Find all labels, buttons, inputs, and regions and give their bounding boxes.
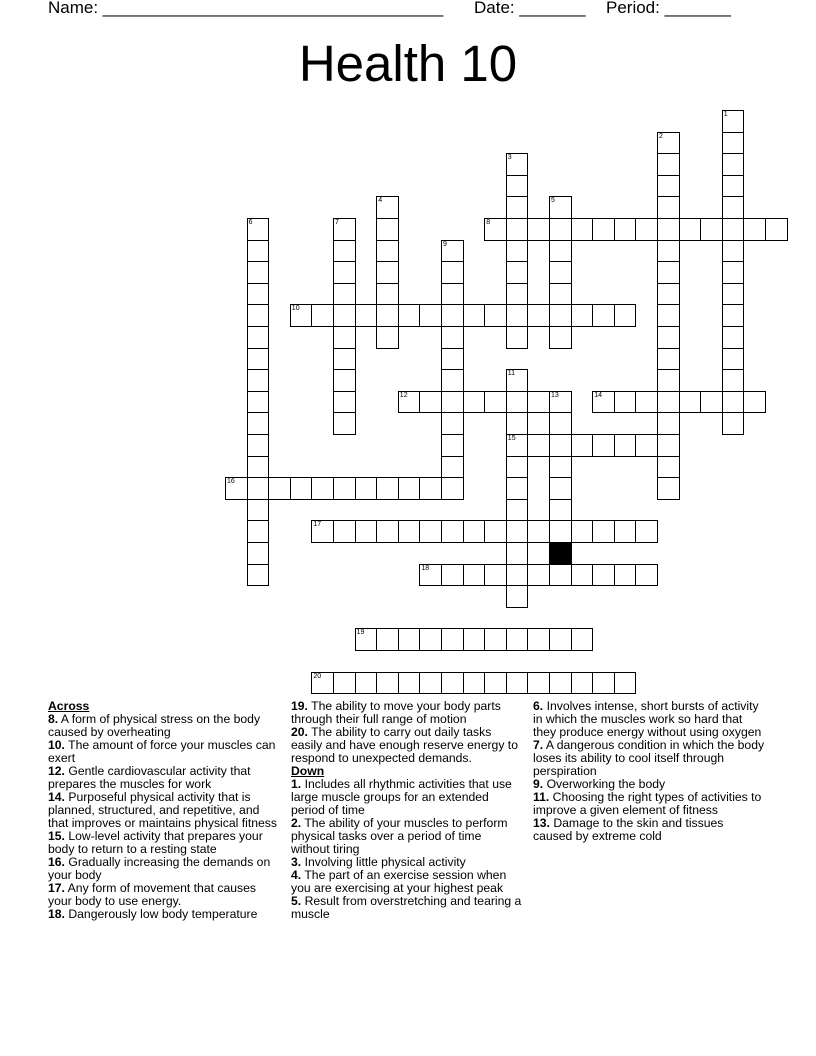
grid-cell[interactable] xyxy=(463,391,486,414)
grid-cell[interactable] xyxy=(441,628,464,651)
grid-cell[interactable] xyxy=(333,412,356,435)
grid-cell[interactable] xyxy=(333,304,356,327)
grid-cell[interactable] xyxy=(506,672,529,695)
clue-across-16: 16. Gradually increasing the demands on your body xyxy=(48,855,271,882)
grid-cell[interactable] xyxy=(441,391,464,414)
grid-cell[interactable] xyxy=(506,412,529,435)
grid-cell[interactable] xyxy=(398,628,421,651)
grid-cell[interactable] xyxy=(355,477,378,500)
grid-cell[interactable] xyxy=(657,240,680,263)
clue-across-20: 20. The ability to carry out daily tasks easily and have enough reserve energy to respond to unexpected demands. xyxy=(291,725,518,765)
grid-cell[interactable] xyxy=(506,153,529,176)
grid-cell[interactable] xyxy=(571,520,594,543)
grid-cell[interactable] xyxy=(743,218,766,241)
grid-cell[interactable] xyxy=(549,672,572,695)
grid-cell[interactable] xyxy=(657,348,680,371)
grid-cell[interactable] xyxy=(506,542,529,565)
grid-cell[interactable] xyxy=(722,412,745,435)
grid-cell[interactable] xyxy=(722,153,745,176)
clue-number-20: 20 xyxy=(313,672,322,680)
grid-cell[interactable] xyxy=(463,520,486,543)
clue-down-6: 6. Involves intense, short bursts of activity in which the muscles work so hard that they produce energy without using oxygen xyxy=(533,699,762,739)
clue-down-7: 7. A dangerous condition in which the body loses its ability to cool itself through perspiration xyxy=(533,738,765,778)
clue-number-19: 19 xyxy=(356,629,365,637)
grid-cell[interactable] xyxy=(765,218,788,241)
name-field[interactable]: Name: ____________________________________ xyxy=(48,0,444,17)
clues-column-2 xyxy=(291,700,523,921)
clue-number-10: 10 xyxy=(291,305,300,313)
grid-cell[interactable] xyxy=(376,240,399,263)
grid-cell[interactable] xyxy=(506,585,529,608)
grid-cell[interactable] xyxy=(614,520,637,543)
grid-cell[interactable] xyxy=(722,196,745,219)
grid-cell[interactable] xyxy=(549,261,572,284)
grid-cell[interactable] xyxy=(484,304,507,327)
clue-number-3: 3 xyxy=(507,154,512,162)
grid-cell[interactable] xyxy=(247,499,270,522)
grid-cell[interactable] xyxy=(722,391,745,414)
grid-cell[interactable] xyxy=(506,628,529,651)
grid-cell[interactable] xyxy=(247,456,270,479)
grid-cell[interactable] xyxy=(722,240,745,263)
grid-cell[interactable] xyxy=(549,477,572,500)
grid-cell[interactable] xyxy=(247,412,270,435)
clue-down-1: 1. Includes all rhythmic activities that use large muscle groups for an extended period of time xyxy=(291,777,512,817)
grid-cell[interactable] xyxy=(549,564,572,587)
grid-cell[interactable] xyxy=(247,261,270,284)
grid-cell[interactable] xyxy=(527,564,550,587)
grid-cell[interactable] xyxy=(484,628,507,651)
grid-cell[interactable] xyxy=(311,304,334,327)
grid-cell[interactable] xyxy=(614,218,637,241)
grid-cell[interactable] xyxy=(441,520,464,543)
grid-cell[interactable] xyxy=(506,520,529,543)
grid-cell[interactable] xyxy=(247,434,270,457)
grid-cell[interactable] xyxy=(549,326,572,349)
grid-cell[interactable] xyxy=(247,348,270,371)
clue-across-17: 17. Any form of movement that causes your body to use energy. xyxy=(48,881,256,908)
grid-cell[interactable] xyxy=(527,391,550,414)
grid-cell[interactable] xyxy=(441,304,464,327)
grid-cell[interactable] xyxy=(419,672,442,695)
grid-cell[interactable] xyxy=(441,412,464,435)
grid-cell[interactable] xyxy=(484,520,507,543)
grid-cell[interactable] xyxy=(657,434,680,457)
grid-cell[interactable] xyxy=(463,628,486,651)
grid-cell[interactable] xyxy=(571,218,594,241)
grid-cell[interactable] xyxy=(549,196,572,219)
grid-cell[interactable] xyxy=(247,564,270,587)
grid-cell[interactable] xyxy=(527,520,550,543)
grid-cell[interactable] xyxy=(657,175,680,198)
grid-cell[interactable] xyxy=(247,542,270,565)
grid-cell[interactable] xyxy=(398,304,421,327)
clue-down-9: 9. Overworking the body xyxy=(533,777,666,791)
grid-cell[interactable] xyxy=(355,304,378,327)
grid-cell[interactable] xyxy=(657,132,680,155)
clue-number-15: 15 xyxy=(507,435,516,442)
grid-cell[interactable] xyxy=(247,240,270,263)
grid-cell[interactable] xyxy=(635,434,658,457)
grid-cell[interactable] xyxy=(376,477,399,500)
clue-down-5: 5. Result from overstretching and tearing a muscle xyxy=(291,894,522,921)
grid-cell[interactable] xyxy=(549,434,572,457)
grid-cell[interactable] xyxy=(333,369,356,392)
grid-cell[interactable] xyxy=(571,564,594,587)
clue-number-4: 4 xyxy=(378,197,383,205)
grid-cell[interactable] xyxy=(311,477,334,500)
grid-cell[interactable] xyxy=(398,391,421,414)
grid-cell[interactable] xyxy=(549,218,572,241)
grid-cell[interactable] xyxy=(419,477,442,500)
grid-cell[interactable] xyxy=(614,672,637,695)
black-cell xyxy=(549,542,572,565)
grid-cell[interactable] xyxy=(355,628,378,651)
grid-cell[interactable] xyxy=(419,391,442,414)
clue-across-12: 12. Gentle cardiovascular activity that prepares the muscles for work xyxy=(48,764,251,791)
grid-cell[interactable] xyxy=(527,628,550,651)
grid-cell[interactable] xyxy=(506,434,529,457)
grid-cell[interactable] xyxy=(657,304,680,327)
grid-cell[interactable] xyxy=(376,283,399,306)
grid-cell[interactable] xyxy=(571,304,594,327)
grid-cell[interactable] xyxy=(441,456,464,479)
grid-cell[interactable] xyxy=(441,369,464,392)
grid-cell[interactable] xyxy=(333,240,356,263)
grid-cell[interactable] xyxy=(333,326,356,349)
clue-across-19: 19. The ability to move your body parts through their full range of motion xyxy=(291,699,501,726)
grid-cell[interactable] xyxy=(247,304,270,327)
grid-cell[interactable] xyxy=(398,672,421,695)
grid-cell[interactable] xyxy=(506,304,529,327)
grid-cell[interactable] xyxy=(247,218,270,241)
grid-cell[interactable] xyxy=(549,499,572,522)
grid-cell[interactable] xyxy=(333,391,356,414)
grid-cell[interactable] xyxy=(484,391,507,414)
clue-number-14: 14 xyxy=(594,391,602,399)
grid-cell[interactable] xyxy=(506,456,529,479)
puzzle-title: Health 10 xyxy=(298,35,518,92)
grid-cell[interactable] xyxy=(333,672,356,695)
clue-number-2: 2 xyxy=(659,132,663,140)
grid-cell[interactable] xyxy=(506,369,529,392)
grid-cell[interactable] xyxy=(592,672,615,695)
clue-number-9: 9 xyxy=(443,240,447,248)
grid-cell[interactable] xyxy=(441,434,464,457)
grid-cell[interactable] xyxy=(441,564,464,587)
clue-number-13: 13 xyxy=(551,391,559,399)
grid-cell[interactable] xyxy=(571,434,594,457)
grid-cell[interactable] xyxy=(247,326,270,349)
grid-cell[interactable] xyxy=(614,564,637,587)
grid-cell[interactable] xyxy=(722,110,745,133)
grid-cell[interactable] xyxy=(441,283,464,306)
grid-cell[interactable] xyxy=(635,564,658,587)
grid-cell[interactable] xyxy=(506,283,529,306)
date-field[interactable]: Date: _______ xyxy=(474,0,586,17)
grid-cell[interactable] xyxy=(722,175,745,198)
grid-cell[interactable] xyxy=(592,434,615,457)
grid-cell[interactable] xyxy=(441,348,464,371)
grid-cell[interactable] xyxy=(549,520,572,543)
grid-cell[interactable] xyxy=(247,477,270,500)
grid-cell[interactable] xyxy=(549,304,572,327)
grid-cell[interactable] xyxy=(722,304,745,327)
grid-cell[interactable] xyxy=(592,218,615,241)
grid-cell[interactable] xyxy=(376,672,399,695)
grid-cell[interactable] xyxy=(722,283,745,306)
grid-cell[interactable] xyxy=(355,520,378,543)
grid-cell[interactable] xyxy=(333,477,356,500)
grid-cell[interactable] xyxy=(376,218,399,241)
clue-number-18: 18 xyxy=(421,564,430,572)
grid-cell[interactable] xyxy=(376,326,399,349)
grid-cell[interactable] xyxy=(333,261,356,284)
grid-cell[interactable] xyxy=(571,672,594,695)
grid-cell[interactable] xyxy=(225,477,248,500)
grid-cell[interactable] xyxy=(419,628,442,651)
grid-cell[interactable] xyxy=(657,153,680,176)
grid-cell[interactable] xyxy=(376,304,399,327)
grid-cell[interactable] xyxy=(441,240,464,263)
grid-cell[interactable] xyxy=(549,628,572,651)
grid-cell[interactable] xyxy=(376,261,399,284)
grid-cell[interactable] xyxy=(484,564,507,587)
grid-cell[interactable] xyxy=(614,434,637,457)
clue-number-1: 1 xyxy=(723,111,728,118)
grid-cell[interactable] xyxy=(592,564,615,587)
clue-across-14: 14. Purposeful physical activity that is planned, structured, and repetitive, and that improves or maintains physical fitness xyxy=(48,790,277,830)
grid-cell[interactable] xyxy=(614,391,637,414)
grid-cell[interactable] xyxy=(398,520,421,543)
clue-number-8: 8 xyxy=(486,219,491,226)
grid-cell[interactable] xyxy=(657,369,680,392)
grid-cell[interactable] xyxy=(657,391,680,414)
grid-cell[interactable] xyxy=(484,672,507,695)
grid-cell[interactable] xyxy=(506,477,529,500)
grid-cell[interactable] xyxy=(657,412,680,435)
grid-cell[interactable] xyxy=(484,218,507,241)
grid-cell[interactable] xyxy=(463,564,486,587)
grid-cell[interactable] xyxy=(722,348,745,371)
clue-down-11: 11. Choosing the right types of activities to improve a given element of fitness xyxy=(533,790,762,817)
grid-cell[interactable] xyxy=(549,240,572,263)
grid-cell[interactable] xyxy=(571,628,594,651)
grid-cell[interactable] xyxy=(333,520,356,543)
grid-cell[interactable] xyxy=(398,477,421,500)
grid-cell[interactable] xyxy=(657,261,680,284)
grid-cell[interactable] xyxy=(247,391,270,414)
clue-across-15: 15. Low-level activity that prepares your body to return to a resting state xyxy=(48,829,263,856)
grid-cell[interactable] xyxy=(722,369,745,392)
grid-cell[interactable] xyxy=(700,391,723,414)
grid-cell[interactable] xyxy=(376,628,399,651)
grid-cell[interactable] xyxy=(506,326,529,349)
grid-cell[interactable] xyxy=(635,391,658,414)
grid-cell[interactable] xyxy=(311,672,334,695)
grid-cell[interactable] xyxy=(290,477,313,500)
grid-cell[interactable] xyxy=(722,326,745,349)
grid-cell[interactable] xyxy=(657,196,680,219)
grid-cell[interactable] xyxy=(700,218,723,241)
grid-cell[interactable] xyxy=(247,369,270,392)
grid-cell[interactable] xyxy=(333,283,356,306)
clues-column-1 xyxy=(48,700,278,921)
clue-down-13: 13. Damage to the skin and tissues caused by extreme cold xyxy=(533,816,724,843)
grid-cell[interactable] xyxy=(268,477,291,500)
grid-cell[interactable] xyxy=(527,672,550,695)
grid-cell[interactable] xyxy=(376,196,399,219)
clue-number-12: 12 xyxy=(399,391,408,399)
clue-down-3: 3. Involving little physical activity xyxy=(291,855,466,869)
clue-number-6: 6 xyxy=(248,219,253,226)
grid-cell[interactable] xyxy=(463,304,486,327)
grid-cell[interactable] xyxy=(506,261,529,284)
grid-cell[interactable] xyxy=(506,175,529,198)
grid-cell[interactable] xyxy=(592,391,615,414)
grid-cell[interactable] xyxy=(355,672,378,695)
grid-cell[interactable] xyxy=(441,477,464,500)
grid-cell[interactable] xyxy=(722,261,745,284)
grid-cell[interactable] xyxy=(527,304,550,327)
grid-cell[interactable] xyxy=(657,283,680,306)
grid-cell[interactable] xyxy=(419,520,442,543)
grid-cell[interactable] xyxy=(549,391,572,414)
grid-cell[interactable] xyxy=(592,304,615,327)
grid-cell[interactable] xyxy=(592,520,615,543)
grid-cell[interactable] xyxy=(419,564,442,587)
clue-across-10: 10. The amount of force your muscles can exert xyxy=(48,738,276,765)
clue-number-17: 17 xyxy=(313,521,322,529)
grid-cell[interactable] xyxy=(549,412,572,435)
grid-cell[interactable] xyxy=(311,520,334,543)
clue-across-18: 18. Dangerously low body temperature xyxy=(48,907,258,921)
grid-cell[interactable] xyxy=(722,132,745,155)
grid-cell[interactable] xyxy=(441,326,464,349)
grid-cell[interactable] xyxy=(679,218,702,241)
grid-cell[interactable] xyxy=(635,520,658,543)
period-field[interactable]: Period: _______ xyxy=(606,0,731,17)
clue-number-11: 11 xyxy=(507,370,516,378)
grid-cell[interactable] xyxy=(527,434,550,457)
clue-number-16: 16 xyxy=(227,478,235,486)
grid-cell[interactable] xyxy=(614,304,637,327)
grid-cell[interactable] xyxy=(635,218,658,241)
clue-down-2: 2. The ability of your muscles to perform physical tasks over a period of time without tiring xyxy=(291,816,508,856)
grid-cell[interactable] xyxy=(376,520,399,543)
grid-cell[interactable] xyxy=(290,304,313,327)
grid-cell[interactable] xyxy=(722,218,745,241)
grid-cell[interactable] xyxy=(549,456,572,479)
grid-cell[interactable] xyxy=(419,304,442,327)
across-heading: Across xyxy=(48,699,90,713)
clue-number-5: 5 xyxy=(551,197,555,205)
grid-cell[interactable] xyxy=(441,672,464,695)
grid-cell[interactable] xyxy=(247,520,270,543)
grid-cell[interactable] xyxy=(506,499,529,522)
clues-column-3 xyxy=(533,700,765,843)
grid-cell[interactable] xyxy=(657,456,680,479)
grid-cell[interactable] xyxy=(657,326,680,349)
grid-cell[interactable] xyxy=(463,672,486,695)
grid-cell[interactable] xyxy=(506,240,529,263)
grid-cell[interactable] xyxy=(527,218,550,241)
grid-cell[interactable] xyxy=(333,218,356,241)
grid-cell[interactable] xyxy=(657,477,680,500)
grid-cell[interactable] xyxy=(679,391,702,414)
grid-cell[interactable] xyxy=(506,218,529,241)
grid-cell[interactable] xyxy=(506,391,529,414)
grid-cell[interactable] xyxy=(506,564,529,587)
grid-cell[interactable] xyxy=(333,348,356,371)
clue-across-8: 8. A form of physical stress on the body caused by overheating xyxy=(48,712,261,739)
grid-cell[interactable] xyxy=(657,218,680,241)
grid-cell[interactable] xyxy=(506,196,529,219)
grid-cell[interactable] xyxy=(549,283,572,306)
clue-down-4: 4. The part of an exercise session when you are exercising at your highest peak xyxy=(291,868,507,895)
clue-number-7: 7 xyxy=(335,219,339,226)
down-heading: Down xyxy=(291,764,325,778)
grid-cell[interactable] xyxy=(441,261,464,284)
grid-cell[interactable] xyxy=(743,391,766,414)
grid-cell[interactable] xyxy=(247,283,270,306)
